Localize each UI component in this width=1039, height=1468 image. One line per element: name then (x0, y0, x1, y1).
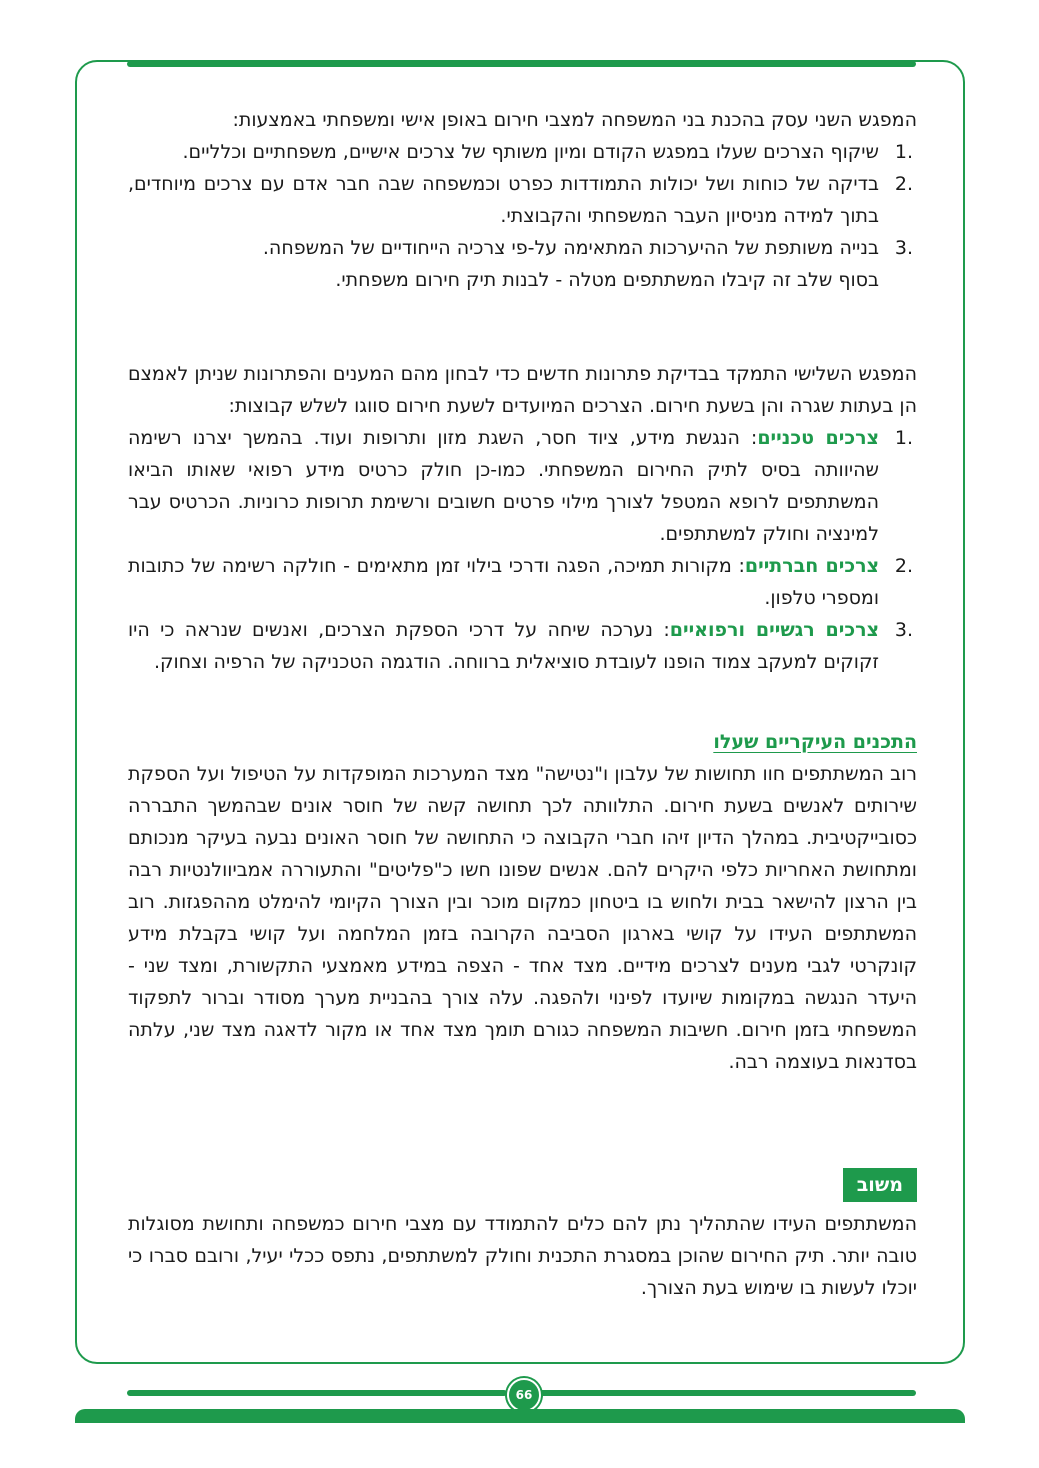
list-number: .1 (894, 141, 913, 163)
meeting2-list (128, 136, 917, 264)
list-text: בנייה משותפת של ההיערכות המתאימה על-פי צרכיה הייחודיים של המשפחה. (262, 237, 879, 259)
page-content (128, 104, 917, 1304)
list-item (128, 232, 917, 264)
meeting3-list (128, 422, 917, 678)
list-text: שיקוף הצרכים שעלו במפגש הקודם ומיון משותף של צרכים אישיים, משפחתיים וכלליים. (182, 141, 879, 163)
list-text: : נערכה שיחה על דרכי הספקת הצרכים, ואנשים שנראה כי היו זקוקים למעקב צמוד הופנו לעובדת סוציאלית ברווחה. הודגמה הטכניקה של הרפיה וצחוק. (128, 619, 879, 673)
list-item-title: צרכים טכניים (757, 427, 879, 449)
section-heading: התכנים העיקריים שעלו (713, 731, 917, 753)
list-number: .3 (894, 237, 913, 259)
bottom-band (75, 1409, 965, 1423)
list-number: .1 (894, 427, 913, 449)
list-text: : הנגשת מידע, ציוד חסר, השגת מזון ותרופות ועוד. בהמשך יצרנו רשימה שהיוותה בסיס לתיק החירום המשפחתי. כמו-כן חולק כרטיס מידע רפואי שאותו הביאו המשתתפים לרופא המטפל לצורך מילוי פרטים חשובים ורשימת תרופות כרוניות. הכרטיס עבר למינציה וחולק למשתתפים. (128, 427, 879, 545)
list-item (128, 168, 917, 232)
list-text: : מקורות תמיכה, הפגה ודרכי בילוי זמן מתאימים - חולקה רשימה של כתובות ומספרי טלפון. (128, 555, 879, 609)
list-text: בדיקה של כוחות ושל יכולות התמודדות כפרט וכמשפחה שבה חבר אדם עם צרכים מיוחדים, בתוך למידה מניסיון העבר המשפחתי והקבוצתי. (128, 173, 879, 227)
top-rule (127, 61, 916, 67)
footer-rule-right (536, 1390, 916, 1396)
meeting2-intro: המפגש השני עסק בהכנת בני המשפחה למצבי חירום באופן אישי ומשפחתי באמצעות: (232, 109, 917, 131)
list-item-title: צרכים חברתיים (744, 555, 879, 577)
list-number: .2 (894, 173, 913, 195)
meeting3-intro: המפגש השלישי התמקד בבדיקת פתרונות חדשים כדי לבחון מהם המענים והפתרונות שניתן לאמצם הן בעתות שגרה והן בשעת חירום. הצרכים המיועדים לשעת חירום סווגו לשלש קבוצות: (128, 363, 917, 417)
plans-body: רוב המשתתפים חוו תחושות של עלבון ו"נטישה" מצד המערכות המופקדות על הטיפול ועל הספקת שירותים לאנשים בשעת חירום. התלוותה לכך תחושה קשה של חוסר אונים שבהמשך התבררה כסובייקטיבית. במהלך הדיון זיהו חברי הקבוצה כי התחושה של חוסר האונים נבעה בעיקר מנכותם ומתחושת האחריות כלפי היקרים להם. אנשים שפונו חשו כ"פליטים" והתעוררה אמביוולנטיות רבה בין הרצון להישאר בבית ולחוש בו ביטחון כמקום מוכר ובין הצורך הקיומי להימלט מההפגזות. רוב המשתתפים העידו על קושי בארגון הסביבה הקרובה בזמן המלחמה ועל קושי בקבלת מידע קונקרטי לגבי מענים לצרכים מידיים. מצד אחד - הצפה במידע מאמצעי התקשורת, ומצד שני - היעדר הנגשה במקומות שיועדו לפינוי ולהפגה. עלה צורך בהבניית מערך מסודר וברור לתפקוד המשפחתי בזמן חירום. חשיבות המשפחה כגורם תומך מצד אחד או מקור לדאגה מצד שני, עלתה בסדנאות בעוצמה רבה. (128, 763, 917, 1073)
feedback-label: משוב (843, 1168, 917, 1202)
list-number: .3 (894, 619, 913, 641)
page-number: 66 (507, 1378, 541, 1412)
list-item-title: צרכים רגשיים ורפואיים (669, 619, 879, 641)
list-item (128, 550, 917, 614)
list-item (128, 614, 917, 678)
footer-rule-left (127, 1390, 507, 1396)
meeting2-closing: בסוף שלב זה קיבלו המשתתפים מטלה - לבנות תיק חירום משפחתי. (335, 269, 879, 291)
feedback-body: המשתתפים העידו שהתהליך נתן להם כלים להתמודד עם מצבי חירום כמשפחה ותחושת מסוגלות טובה יותר. תיק החירום שהוכן במסגרת התכנית וחולק למשתתפים, נתפס ככלי יעיל, ורובם סברו כי יוכלו לעשות בו שימוש בעת הצורך. (128, 1213, 917, 1299)
list-item (128, 136, 917, 168)
list-number: .2 (894, 555, 913, 577)
list-item (128, 422, 917, 550)
